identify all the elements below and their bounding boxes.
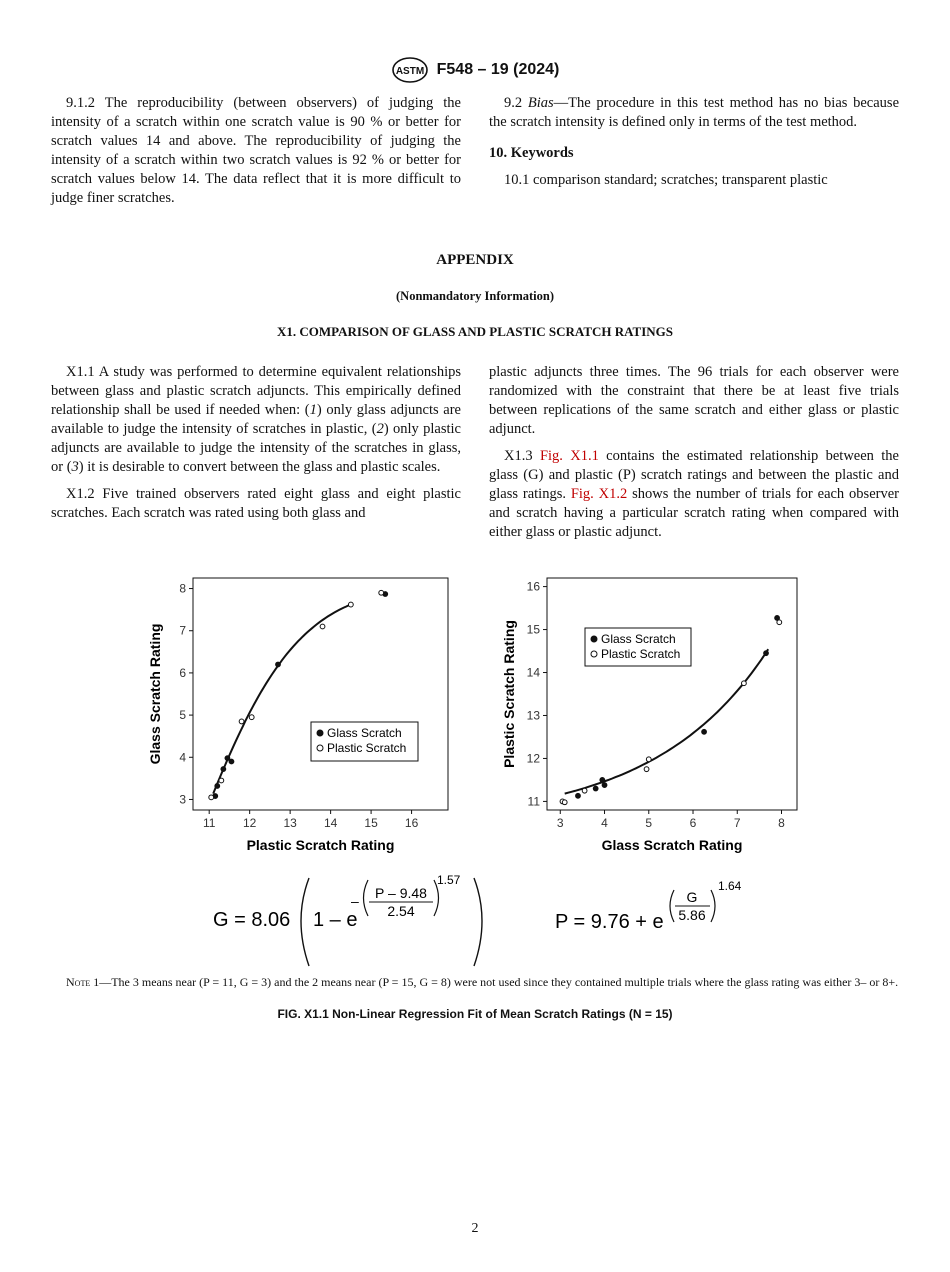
data-point-glass <box>600 778 605 783</box>
y-axis-label: Plastic Scratch Rating <box>501 620 517 768</box>
legend-label: Glass Scratch <box>601 632 676 646</box>
legend-marker-plastic <box>591 651 597 657</box>
paragraph-x1-1: X1.1 A study was performed to determine equivalent relationships between glass and plastic scratch adjuncts. This empirically defined relationship shall be used if needed when: (1) only glass adjuncts are available to judge the intensity of scratches in plastic, (2) only plastic adjuncts are available to judge the intensity of the scratches in glass, or (3) it is desirable to convert between the glass and plastic scales. <box>51 364 461 475</box>
data-point-plastic <box>644 767 649 772</box>
x-tick-label: 14 <box>323 816 338 830</box>
y-tick-label: 8 <box>179 581 186 596</box>
legend-label: Plastic Scratch <box>601 647 681 661</box>
y-tick-label: 14 <box>526 665 540 680</box>
svg-text:ASTM: ASTM <box>395 66 424 77</box>
legend-marker-glass <box>591 636 597 642</box>
chart-plastic-vs-glass <box>495 570 805 865</box>
data-point-plastic <box>249 715 254 720</box>
designation: F548 – 19 (2024) <box>436 61 560 78</box>
svg-text:1 – e: 1 – e <box>313 909 358 931</box>
paragraph-x1-3: X1.3 Fig. X1.1 contains the estimated relationship between the glass (G) and plastic (P) scratch ratings and between the plastic and glass ratings. Fig. X1.2 shows the number of trials for each observer and scratch having a particular scratch rating when compared with either glass or plastic adjunct. <box>489 448 899 540</box>
keywords-heading: 10. Keywords <box>489 145 574 161</box>
svg-text:2.54: 2.54 <box>387 903 415 919</box>
paragraph-9-1-2: 9.1.2 The reproducibility (between observers) of judging the intensity of a scratch within one scratch value is 90 % or better for scratch values 14 and above. The reproducibility of judging the intensity of a scratch within two scratch values is 92 % or better for scratch values below 14. The data reflect that it is more difficult to judge finer scratches. <box>51 95 461 206</box>
plot-frame <box>547 578 797 810</box>
legend-label: Plastic Scratch <box>327 741 407 755</box>
svg-text:G: G <box>686 889 698 905</box>
section-9-1-2 <box>51 94 461 208</box>
x-tick-label: 13 <box>283 816 297 830</box>
appendix-subtitle: (Nonmandatory Information) <box>396 289 554 303</box>
data-point-glass <box>602 783 607 788</box>
data-point-plastic <box>239 719 244 724</box>
page-header <box>0 57 950 83</box>
chart-glass-vs-plastic <box>140 570 460 865</box>
y-tick-label: 11 <box>527 794 540 809</box>
x-tick-label: 15 <box>364 816 378 830</box>
data-point-glass <box>702 729 707 734</box>
legend-marker-glass <box>317 730 323 736</box>
paragraph-x1-2: X1.2 Five trained observers rated eight glass and eight plastic scratches. Each scratch was rated using both glass and <box>51 486 461 521</box>
x-tick-label: 3 <box>556 816 564 830</box>
y-tick-label: 12 <box>526 751 540 766</box>
equation-left <box>205 868 495 973</box>
fig-x1-2-link[interactable]: Fig. X1.2 <box>570 486 628 502</box>
y-tick-label: 4 <box>179 750 186 765</box>
y-tick-label: 5 <box>179 708 186 723</box>
y-tick-label: 16 <box>526 579 540 594</box>
x-tick-label: 12 <box>242 816 257 830</box>
astm-logo-icon <box>391 57 429 83</box>
data-point-glass <box>229 759 234 764</box>
data-point-plastic <box>320 624 325 629</box>
x-tick-label: 11 <box>202 816 216 830</box>
legend-marker-plastic <box>317 745 323 751</box>
paragraph-10-1: 10.1 comparison standard; scratches; transparent plastic <box>504 172 828 188</box>
y-tick-label: 3 <box>179 792 186 807</box>
x-tick-label: 7 <box>733 816 741 830</box>
svg-text:–: – <box>351 893 359 909</box>
svg-text:1.57: 1.57 <box>437 873 461 887</box>
legend-label: Glass Scratch <box>327 726 402 740</box>
fit-curve <box>565 649 769 793</box>
data-point-plastic <box>646 757 651 762</box>
data-point-plastic <box>219 778 224 783</box>
data-point-plastic <box>562 800 567 805</box>
svg-text:1.64: 1.64 <box>718 879 742 893</box>
y-tick-label: 6 <box>179 665 186 680</box>
x-tick-label: 6 <box>689 816 697 830</box>
data-point-glass <box>215 784 220 789</box>
data-point-glass <box>764 651 769 656</box>
page-number: 2 <box>471 1221 479 1236</box>
svg-text:P – 9.48: P – 9.48 <box>375 885 427 901</box>
appendix-right-column <box>489 363 899 542</box>
data-point-glass <box>576 793 581 798</box>
fit-curve <box>213 605 351 794</box>
plot-frame <box>193 578 448 810</box>
fig-x1-1-link[interactable]: Fig. X1.1 <box>539 448 599 464</box>
figure-note: Note 1—The 3 means near (P = 11, G = 3) and the 2 means near (P = 15, G = 8) were not used since they contained multiple trials where the glass rating was either 3– or 8+. <box>66 975 899 989</box>
section-9-2-and-10 <box>489 94 899 190</box>
svg-text:G = 8.06: G = 8.06 <box>213 909 291 931</box>
y-tick-label: 15 <box>526 622 540 637</box>
x-tick-label: 8 <box>778 816 785 830</box>
svg-text:P = 9.76 + e: P = 9.76 + e <box>555 911 664 933</box>
data-point-glass <box>221 767 226 772</box>
data-point-plastic <box>582 788 587 793</box>
appendix-section-title: X1. COMPARISON OF GLASS AND PLASTIC SCRATCH RATINGS <box>276 324 674 339</box>
data-point-glass <box>593 786 598 791</box>
x-axis-label: Glass Scratch Rating <box>601 837 743 853</box>
y-tick-label: 7 <box>179 623 186 638</box>
data-point-plastic <box>209 795 214 800</box>
appendix-left-column <box>51 363 461 523</box>
data-point-plastic <box>742 681 747 686</box>
equation-right <box>550 868 770 938</box>
data-point-plastic <box>348 602 353 607</box>
figure-caption: FIG. X1.1 Non-Linear Regression Fit of Mean Scratch Ratings (N = 15) <box>277 1007 673 1021</box>
data-point-plastic <box>777 620 782 625</box>
data-point-plastic <box>379 590 384 595</box>
x-tick-label: 5 <box>645 816 653 830</box>
x-tick-label: 16 <box>404 816 419 830</box>
x-tick-label: 4 <box>601 816 608 830</box>
appendix-title: APPENDIX <box>436 252 514 268</box>
y-axis-label: Glass Scratch Rating <box>147 623 163 765</box>
paragraph-x1-2-continued: plastic adjuncts three times. The 96 trials for each observer were randomized with the constraint that there be at least five trials between replications of the same scratch and either glass or plastic adjunct. <box>489 364 899 437</box>
x-axis-label: Plastic Scratch Rating <box>246 837 395 853</box>
svg-text:5.86: 5.86 <box>678 907 706 923</box>
data-point-glass <box>276 662 281 667</box>
y-tick-label: 13 <box>526 708 540 723</box>
paragraph-9-2: 9.2 Bias—The procedure in this test method has no bias because the scratch intensity is defined only in terms of the test method. <box>489 95 900 130</box>
data-point-glass <box>225 756 230 761</box>
